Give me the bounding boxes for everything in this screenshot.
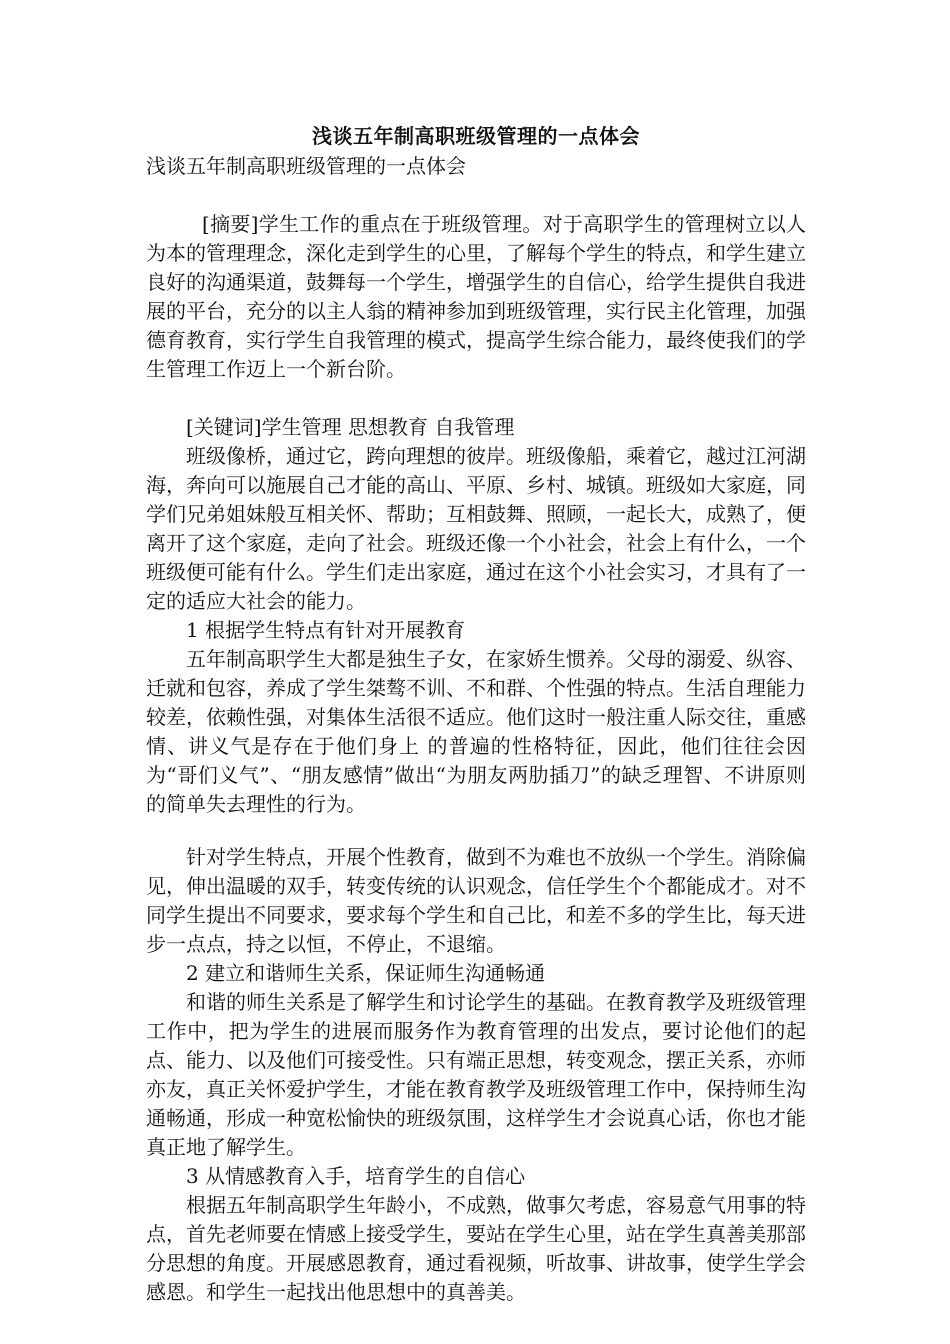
spacer bbox=[146, 819, 806, 843]
document-subtitle: 浅谈五年制高职班级管理的一点体会 bbox=[146, 154, 466, 178]
spacer bbox=[146, 384, 806, 413]
abstract-paragraph: [摘要]学生工作的重点在于班级管理。对于高职学生的管理树立以人为本的管理理念，深化走到学生的心里，了解每个学生的特点，和学生建立良好的沟通渠道，鼓舞每一个学生，增强学生的自信心，给学生提供自我进展的平台，充分的以主人翁的精神参加到班级管理，实行民主化管理，加强德育教育，实行学生自我管理的模式，提高学生综合能力，最终使我们的学生管理工作迈上一个新台阶。 bbox=[146, 212, 806, 381]
section-2-paragraph-1: 和谐的师生关系是了解学生和讨论学生的基础。在教育教学及班级管理工作中，把为学生的进展而服务作为教育管理的出发点，要讨论他们的起点、能力、以及他们可接受性。只有端正思想，转变观念，摆正关系，亦师亦友，真正关怀爱护学生，才能在教育教学及班级管理工作中，保持师生沟通畅通，形成一种宽松愉快的班级氛围，这样学生才会说真心话，你也才能真正地了解学生。 bbox=[146, 990, 806, 1159]
document-page bbox=[146, 120, 806, 1307]
spacer bbox=[146, 181, 806, 210]
section-2-heading: 2 建立和谐师生关系，保证师生沟通畅通 bbox=[186, 961, 546, 985]
section-1-paragraph-2: 针对学生特点，开展个性教育，做到不为难也不放纵一个学生。消除偏见，伸出温暖的双手，转变传统的认识观念，信任学生个个都能成才。对不同学生提出不同要求，要求每个学生和自己比，和差不多的学生比，每天进步一点点，持之以恒，不停止，不退缩。 bbox=[146, 845, 806, 956]
document-title: 浅谈五年制高职班级管理的一点体会 bbox=[312, 124, 640, 148]
keywords-line: [关键词]学生管理 思想教育 自我管理 bbox=[186, 415, 515, 439]
intro-paragraph: 班级像桥，通过它，跨向理想的彼岸。班级像船，乘着它，越过江河湖海，奔向可以施展自己才能的高山、平原、乡村、城镇。班级如大家庭，同学们兄弟姐妹般互相关怀、帮助；互相鼓舞、照顾，一起长大，成熟了，便离开了这个家庭，走向了社会。班级还像一个小社会，社会上有什么，一个班级便可能有什么。学生们走出家庭，通过在这个小社会实习，才具有了一定的适应大社会的能力。 bbox=[146, 444, 806, 613]
section-1-heading: 1 根据学生特点有针对开展教育 bbox=[186, 618, 466, 642]
section-1-paragraph-1: 五年制高职学生大都是独生子女，在家娇生惯养。父母的溺爱、纵容、迁就和包容，养成了学生桀骜不训、不和群、个性强的特点。生活自理能力较差，依赖性强，对集体生活很不适应。他们这时一般注重人际交往，重感情、讲义气是存在于他们身上 的普遍的性格特征，因此，他们往往会因为“哥们义气”、“朋友感情”做出“为朋友两肋插刀”的缺乏理智、不讲原则的简单失去理性的行为。 bbox=[146, 647, 806, 816]
section-3-paragraph-1: 根据五年制高职学生年龄小，不成熟，做事欠考虑，容易意气用事的特点，首先老师要在情感上接受学生，要站在学生心里，站在学生真善美那部分思想的角度。开展感恩教育，通过看视频，听故事、讲故事，使学生学会感恩。和学生一起找出他思想中的真善美。 bbox=[146, 1193, 806, 1304]
section-3-heading: 3 从情感教育入手，培育学生的自信心 bbox=[186, 1164, 526, 1188]
